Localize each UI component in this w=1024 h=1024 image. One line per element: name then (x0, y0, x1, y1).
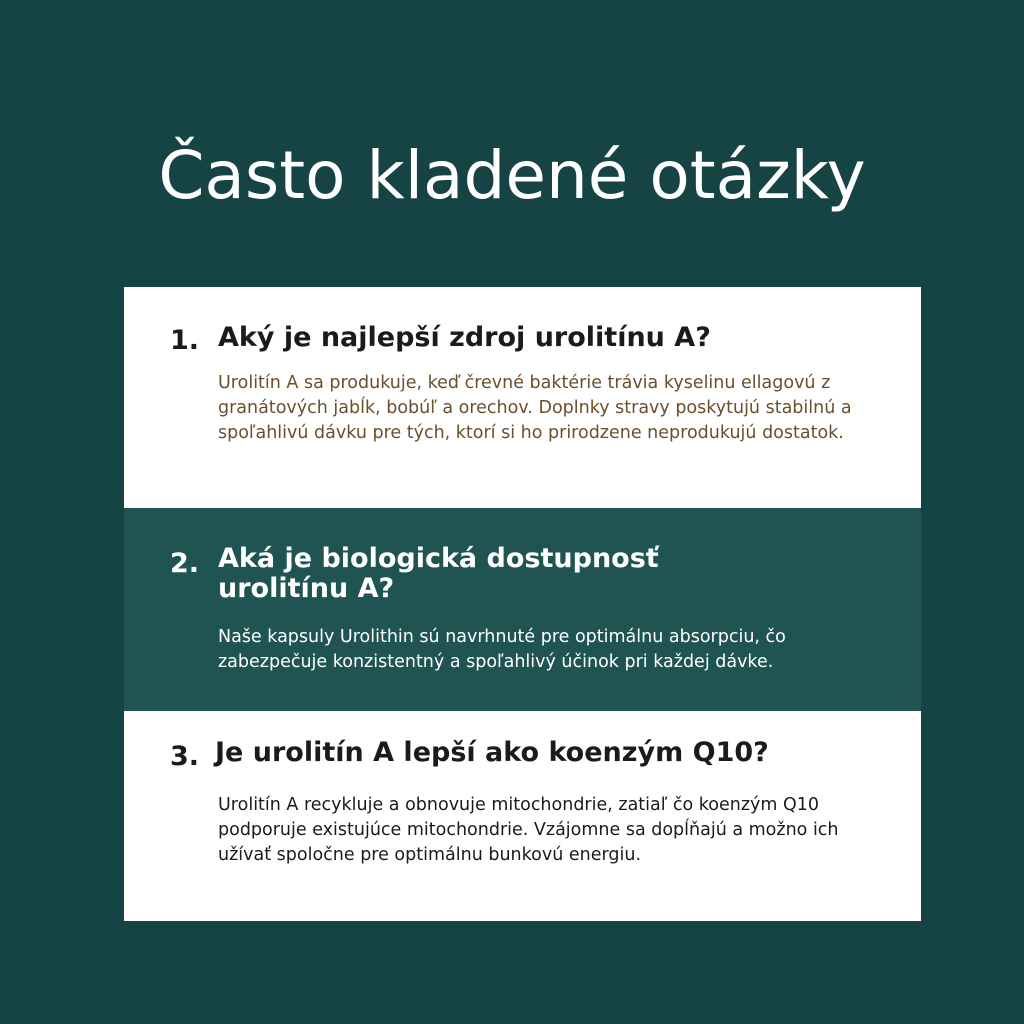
faq-answer: Urolitín A recykluje a obnovuje mitochondrie, zatiaľ čo koenzým Q10 podporuje existujúce mitochondrie. Vzájomne sa dopĺňajú a možno ich užívať spoločne pre optimálnu bunkovú energiu. (218, 795, 839, 865)
page-title: Často kladené otázky (158, 137, 866, 214)
faq-item-3 (124, 711, 921, 921)
faq-list (124, 287, 921, 921)
faq-answer: Urolitín A sa produkuje, keď črevné baktérie trávia kyselinu ellagovú z granátových jabĺk, bobúľ a orechov. Doplnky stravy poskytujú stabilnú a spoľahlivú dávku pre tých, ktorí si ho prirodzene neprodukujú dostatok. (218, 373, 852, 443)
faq-question: Je urolitín A lepší ako koenzým Q10? (215, 737, 769, 768)
faq-number: 2. (170, 548, 200, 579)
faq-question: Aký je najlepší zdroj urolitínu A? (218, 322, 711, 353)
faq-item-2 (124, 508, 921, 711)
faq-number: 1. (170, 325, 200, 356)
faq-item-1 (124, 287, 921, 508)
faq-question: Aká je biologická dostupnosť urolitínu A? (218, 543, 659, 604)
faq-number: 3. (170, 741, 200, 772)
faq-answer: Naše kapsuly Urolithin sú navrhnuté pre optimálnu absorpciu, čo zabezpečuje konzistentný a spoľahlivý účinok pri každej dávke. (218, 627, 786, 672)
